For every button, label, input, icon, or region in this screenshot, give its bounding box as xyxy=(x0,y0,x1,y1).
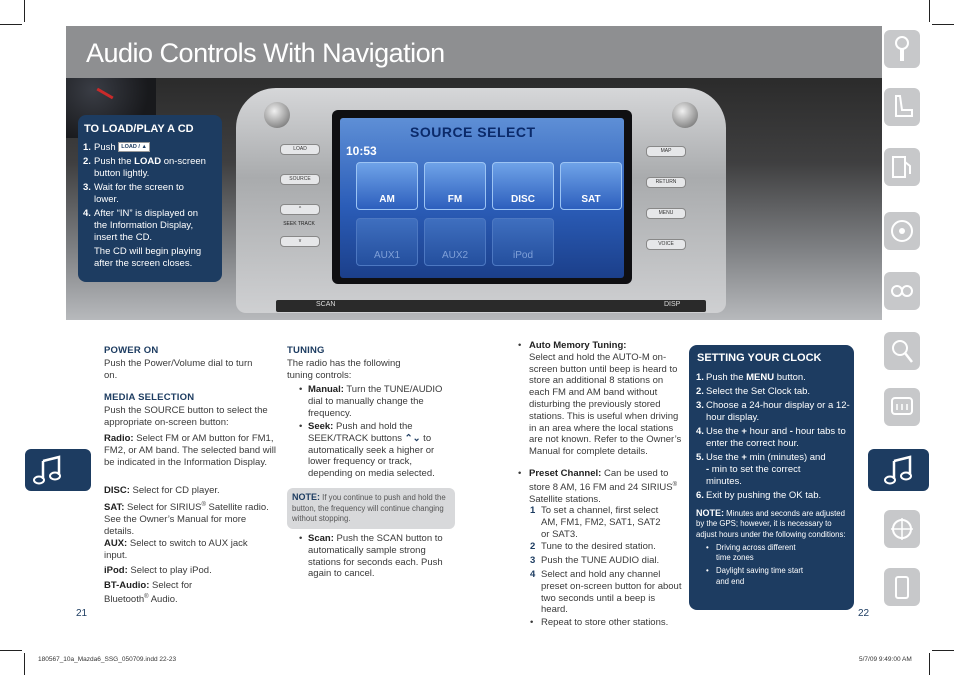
manual-text: Manual: Turn the TUNE/AUDIO dial to manually change the frequency. xyxy=(308,384,443,419)
seek-text: Seek: Push and hold the SEEK/TRACK buttons ⌃⌄ to automatically seek a higher or lower frequency or track, depending on media selected. xyxy=(308,421,435,480)
load-after-text: The CD will begin playing after the screen closes. xyxy=(94,246,202,269)
load-cd-heading: TO LOAD/PLAY A CD xyxy=(84,123,194,135)
load-step-3: 3. Wait for the screen to lower. xyxy=(83,182,184,205)
seek-up-hw-button: ^ xyxy=(280,204,320,215)
preset-step-3: Push the TUNE AUDIO dial. xyxy=(541,555,660,566)
column-power-media xyxy=(104,345,276,605)
nav-screen xyxy=(340,118,624,278)
tune-knob xyxy=(672,102,698,128)
crop-mark xyxy=(932,24,954,25)
map-hw-button: MAP xyxy=(646,146,686,157)
load-hw-button: LOAD xyxy=(280,144,320,155)
aux-text: AUX: Select to switch to AUX jack input. xyxy=(104,538,248,561)
media-text: Push the SOURCE button to select the appropriate on-screen button: xyxy=(104,405,268,428)
screen-frame xyxy=(332,110,632,284)
steering-wheel-icon xyxy=(884,212,920,250)
tuning-heading: TUNING xyxy=(287,345,325,356)
gauges-icon xyxy=(884,272,920,310)
preset-step-4: Select and hold any channel preset on-screen button for about two seconds until a beep is heard. xyxy=(541,569,682,616)
power-heading: POWER ON xyxy=(104,345,159,356)
clock-bullet-1: • Driving across different time zones xyxy=(706,542,796,563)
source-aux2-button: AUX2 xyxy=(424,218,486,266)
navigation-icon xyxy=(884,510,920,548)
voice-hw-button: VOICE xyxy=(646,239,686,250)
preset-step-2: Tune to the desired station. xyxy=(541,541,656,552)
crop-mark xyxy=(0,650,22,651)
auto-memory-text: Auto Memory Tuning: Select and hold the AUTO-M on-screen button until beep is heard to store an additional 8 stations on each FM and AM band without disturbing the previously stored stations. This is useful when driving in an area where the local stations are not known. Refer to the Owner’s Manual for complete details. xyxy=(529,340,682,458)
crop-mark xyxy=(24,653,25,675)
clock-heading: SETTING YOUR CLOCK xyxy=(697,352,822,364)
preset-repeat: Repeat to store other stations. xyxy=(541,617,669,628)
music-tab-right xyxy=(868,449,929,491)
crop-mark xyxy=(932,650,954,651)
music-note-icon xyxy=(25,449,91,491)
column-memory-preset: • Auto Memory Tuning: Select and hold the AUTO-M on-screen button until beep is heard to store an additional 8 stations on each FM and AM band without disturbing the previously stored stations. This is useful when driving in an area where the local stations are not known. Refer to the Owner’s Manual for complete details. • Preset Channel: Can be used to store 8 AM, 16 FM and 24 SIRIUS® Satellite stations. 1 To set a channel, first select AM, FM1, FM2, SAT1, SAT2 or SAT3. 2 Tune to the desired station. 3 Push the TUNE AUDIO dial. 4 Select and hold any channel preset on-screen button for about two seconds until a beep is heard. • Repeat to store other stations. xyxy=(518,340,684,630)
load-step-4: 4. After “IN” is displayed on the Information Display, insert the CD. xyxy=(83,208,199,243)
seek-track-label: SEEK TRACK xyxy=(283,221,315,227)
title-band xyxy=(66,26,882,78)
head-unit-bezel xyxy=(236,88,726,313)
source-aux1-button: AUX1 xyxy=(356,218,418,266)
clock-bullet-2: • Daylight saving time start and end xyxy=(706,566,804,586)
climate-icon xyxy=(884,388,920,426)
seek-down-hw-button: v xyxy=(280,236,320,247)
scan-bar xyxy=(276,300,706,312)
source-hw-button: SOURCE xyxy=(280,174,320,185)
clock-note: NOTE: Minutes and seconds are adjusted by the GPS; however, it is necessary to adjust hours under the following conditions: • Driving across different time zones • Daylight saving time start and end xyxy=(696,508,846,586)
source-sat-button: SAT xyxy=(560,162,622,210)
page-number-left: 21 xyxy=(76,608,88,619)
sat-text: SAT: Select for SIRIUS® Satellite radio. See the Owner’s Manual for more details. xyxy=(104,502,269,537)
key-icon xyxy=(884,30,920,68)
source-disc-button: DISC xyxy=(492,162,554,210)
tuning-text: The radio has the following tuning controls: xyxy=(287,358,401,381)
preset-text: Preset Channel: Can be used to store 8 AM, 16 FM and 24 SIRIUS® Satellite stations. xyxy=(529,468,678,505)
footer-file-info: 180567_10a_Mazda6_SSG_050709.indd 22-23 xyxy=(38,656,177,663)
crop-mark xyxy=(929,0,930,22)
page-title: Audio Controls With Navigation xyxy=(86,38,445,68)
load-cd-box: TO LOAD/PLAY A CD 1. Push LOAD / ▲ 2. Push the LOAD on-screen button lightly. 3. Wait for the screen to lower. 4. After “IN” is displayed on the Information Display, insert the CD. The CD will begin playing after the screen closes. xyxy=(78,115,222,282)
crop-mark xyxy=(0,24,22,25)
phone-icon xyxy=(884,568,920,606)
source-am-button: AM xyxy=(356,162,418,210)
seek-arrows-icon: ⌃⌄ xyxy=(404,432,421,444)
page-number-right: 22 xyxy=(858,608,870,619)
seat-icon xyxy=(884,88,920,126)
music-note-icon xyxy=(868,449,929,491)
preset-step-1: To set a channel, first select AM, FM1, FM2, SAT1, SAT2 or SAT3. xyxy=(541,505,661,540)
disp-label: DISP xyxy=(664,301,681,308)
media-heading: MEDIA SELECTION xyxy=(104,392,195,403)
fuel-pump-icon xyxy=(884,148,920,186)
scan-text: Scan: Push the SCAN button to automatically sample strong stations for seconds each. Push again to cancel. xyxy=(308,533,443,580)
scan-label: SCAN xyxy=(316,301,336,308)
seek-note: NOTE: If you continue to push and hold the button, the frequency will continue changing without stopping. xyxy=(287,488,455,529)
clock-box: SETTING YOUR CLOCK 1. Push the MENU button. 2. Select the Set Clock tab. 3. Choose a 24-hour display or a 12-hour display. 4. Use the + hour and - hour tabs to enter the correct hour. 5. Use the + min (minutes) and - min to set the correct minutes. 6. Exit by pushing the OK tab. NOTE: Minutes and seconds are adjusted by the GPS; however, it is necessary to adjust hours under the following conditions: • Driving across different time zones • Daylight saving time start and end xyxy=(689,345,854,610)
power-text: Push the Power/Volume dial to turn on. xyxy=(104,358,253,381)
disc-text: DISC: Select for CD player. xyxy=(104,485,220,496)
return-hw-button: RETURN xyxy=(646,177,686,188)
load-key-icon: LOAD / ▲ xyxy=(118,142,150,152)
volume-knob xyxy=(264,102,290,128)
screen-title: SOURCE SELECT xyxy=(410,124,536,140)
screen-clock: 10:53 xyxy=(346,144,377,158)
load-step-2: 2. Push the LOAD on-screen button lightly. xyxy=(83,156,206,179)
source-ipod-button: iPod xyxy=(492,218,554,266)
menu-hw-button: MENU xyxy=(646,208,686,219)
radio-text: Radio: Select FM or AM button for FM1, FM2, or AM band. The selected band will be indicated in the Information Display. xyxy=(104,433,276,468)
column-tuning: TUNING The radio has the following tuning controls: • Manual: Turn the TUNE/AUDIO dial to manually change the frequency. • Seek: Push and hold the SEEK/TRACK buttons ⌃⌄ to automatically seek a higher or lower frequency or track, depending on media selected. NOTE: If you continue to push and hold the button, the frequency will continue changing without stopping. • Scan: Push the SCAN button to automatically sample strong stations for seconds each. Push again to cancel. xyxy=(287,345,459,590)
crop-mark xyxy=(24,0,25,22)
magnifier-icon xyxy=(884,332,920,370)
bt-audio-text: BT-Audio: Select for Bluetooth® Audio. xyxy=(104,580,193,605)
ipod-text: iPod: Select to play iPod. xyxy=(104,565,212,576)
crop-mark xyxy=(929,653,930,675)
source-fm-button: FM xyxy=(424,162,486,210)
music-tab-left xyxy=(25,449,91,491)
footer-timestamp: 5/7/09 9:49:00 AM xyxy=(859,656,912,663)
